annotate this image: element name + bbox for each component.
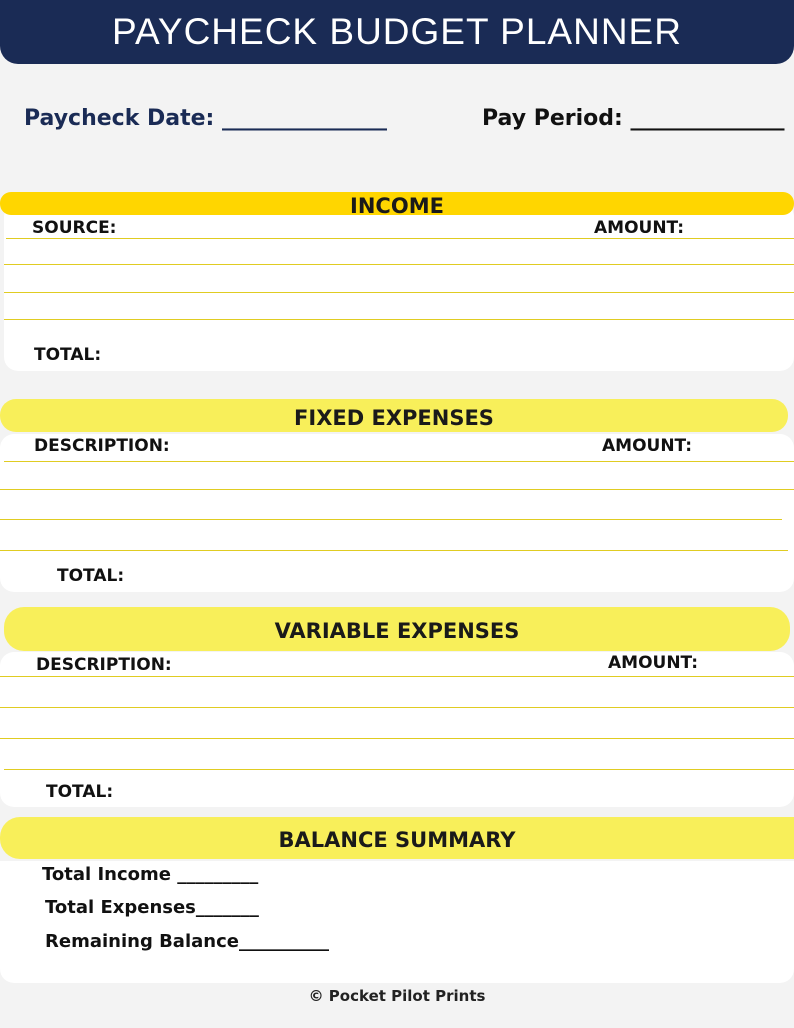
total-income-field[interactable]: Total Income _________ [42,864,259,885]
pay-period-field[interactable]: Pay Period: ______________ [482,106,785,131]
income-amount-label: AMOUNT: [594,218,685,238]
fixed-description-label: DESCRIPTION: [34,436,170,456]
fixed-total-label: TOTAL: [57,566,125,586]
title-bar [0,0,794,64]
fixed-line[interactable] [4,461,794,462]
copyright-footer: © Pocket Pilot Prints [308,987,486,1005]
income-source-label: SOURCE: [32,218,117,238]
income-line[interactable] [4,292,794,293]
fixed-line[interactable] [0,550,788,551]
page-title: PAYCHECK BUDGET PLANNER [112,11,682,52]
paycheck-date-field[interactable]: Paycheck Date: _______________ [24,106,387,131]
income-total-label: TOTAL: [34,345,102,365]
income-heading: INCOME [0,192,794,215]
fixed-line[interactable] [0,489,794,490]
variable-line[interactable] [0,707,794,708]
variable-line[interactable] [0,738,794,739]
fixed-amount-label: AMOUNT: [602,436,693,456]
income-line[interactable] [4,319,794,320]
remaining-balance-field[interactable]: Remaining Balance__________ [45,931,329,952]
variable-amount-label: AMOUNT: [608,653,699,673]
total-expenses-field[interactable]: Total Expenses_______ [45,897,259,918]
balance-summary-heading: BALANCE SUMMARY [0,817,794,859]
variable-expenses-heading: VARIABLE EXPENSES [4,607,790,651]
variable-total-label: TOTAL: [46,782,114,802]
income-line[interactable] [4,264,794,265]
variable-description-label: DESCRIPTION: [36,655,172,675]
fixed-expenses-heading: FIXED EXPENSES [0,399,788,432]
variable-line[interactable] [4,769,794,770]
income-line[interactable] [6,238,794,239]
fixed-line[interactable] [0,519,782,520]
variable-line[interactable] [0,676,794,677]
